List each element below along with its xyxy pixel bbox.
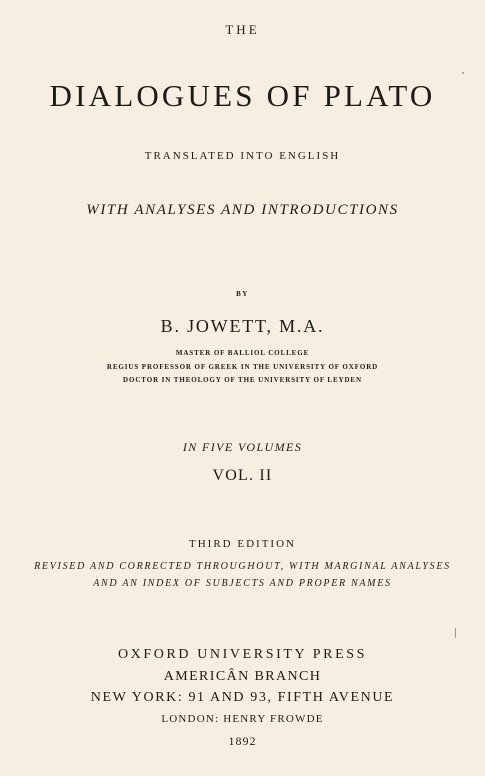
book-title: DIALOGUES OF PLATO xyxy=(49,78,436,113)
publisher-branch: AMERICÂN BRANCH xyxy=(163,669,322,684)
paper-speck xyxy=(462,72,464,74)
paper-speck xyxy=(455,628,456,638)
author-degree: REGIUS PROFESSOR OF GREEK IN THE UNIVERSITY OF OXFORD xyxy=(106,363,379,371)
volumes-note: IN FIVE VOLUMES xyxy=(182,440,303,454)
by-label: BY xyxy=(236,290,249,298)
analyses-note: WITH ANALYSES AND INTRODUCTIONS xyxy=(86,202,399,218)
publication-year: 1892 xyxy=(228,734,257,748)
london-publisher: LONDON: HENRY FROWDE xyxy=(161,713,324,725)
revision-note: REVISED AND CORRECTED THROUGHOUT, WITH MARGINAL ANALYSES xyxy=(34,561,451,572)
author-name: B. JOWETT, M.A. xyxy=(160,316,325,336)
volume-number: VOL. II xyxy=(212,467,273,484)
publisher-name: OXFORD UNIVERSITY PRESS xyxy=(117,647,368,662)
translation-note: TRANSLATED INTO ENGLISH xyxy=(144,150,341,162)
author-degree: DOCTOR IN THEOLOGY OF THE UNIVERSITY OF LEYDEN xyxy=(123,376,362,384)
title-article: THE xyxy=(225,22,260,37)
publisher-address: NEW YORK: 91 AND 93, FIFTH AVENUE xyxy=(90,690,395,705)
revision-note: AND AN INDEX OF SUBJECTS AND PROPER NAMES xyxy=(93,578,392,589)
author-degree: MASTER OF BALLIOL COLLEGE xyxy=(175,349,310,357)
edition-label: THIRD EDITION xyxy=(189,538,296,550)
